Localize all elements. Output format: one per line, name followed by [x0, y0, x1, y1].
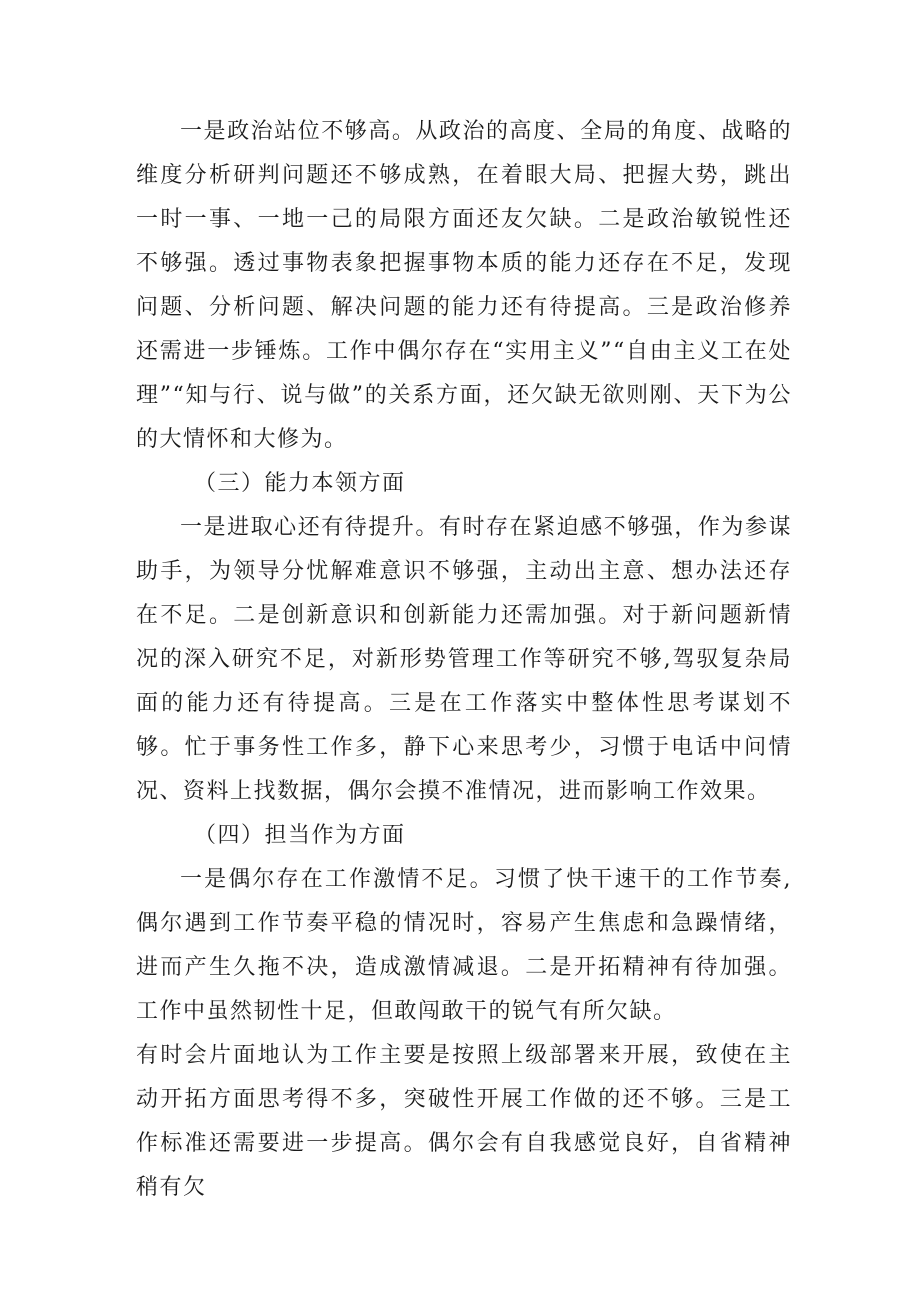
paragraph-continuation: 有时会片面地认为工作主要是按照上级部署来开展，致使在主动开拓方面思考得不多，突破性开展工作做的还不够。三是工作标准还需要进一步提高。偶尔会有自我感觉良好，自省精神稍有欠 [136, 1043, 792, 1200]
section-heading-responsibility: （四）担当作为方面 [194, 823, 406, 848]
paragraph-political-stance: 一是政治站位不够高。从政治的高度、全局的角度、战略的维度分析研判问题还不够成熟，在着眼大局、把握大势，跳出一时一事、一地一己的局限方面还友欠缺。二是政治敏锐性还不够强。透过事物表象把握事物本质的能力还存在不足，发现问题、分析问题、解决问题的能力还有待提高。三是政治修养还需进一步锤炼。工作中偶尔存在“实用主义”“自由主义工在处理”“知与行、说与做”的关系方面，还欠缺无欲则刚、天下为公的大情怀和大修为。 [136, 119, 792, 452]
document-body [136, 110, 792, 1210]
paragraph-responsibility: 一是偶尔存在工作激情不足。习惯了快干速干的工作节奏,偶尔遇到工作节奏平稳的情况时，容易产生焦虑和急躁情绪，进而产生久拖不决，造成激情减退。二是开拓精神有待加强。工作中虽然韧性十足，但敢闯敢干的锐气有所欠缺。 [136, 867, 792, 1024]
paragraph-ability: 一是进取心还有待提升。有时存在紧迫感不够强，作为参谋助手，为领导分忧解难意识不够强，主动出主意、想办法还存在不足。二是创新意识和创新能力还需加强。对于新问题新情况的深入研究不足，对新形势管理工作等研究不够,驾驭复杂局面的能力还有待提高。三是在工作落实中整体性思考谋划不够。忙于事务性工作多，静下心来思考少，习惯于电话中问情况、资料上找数据，偶尔会摸不准情况，进而影响工作效果。 [136, 515, 792, 804]
section-heading-ability: （三）能力本领方面 [194, 471, 406, 496]
